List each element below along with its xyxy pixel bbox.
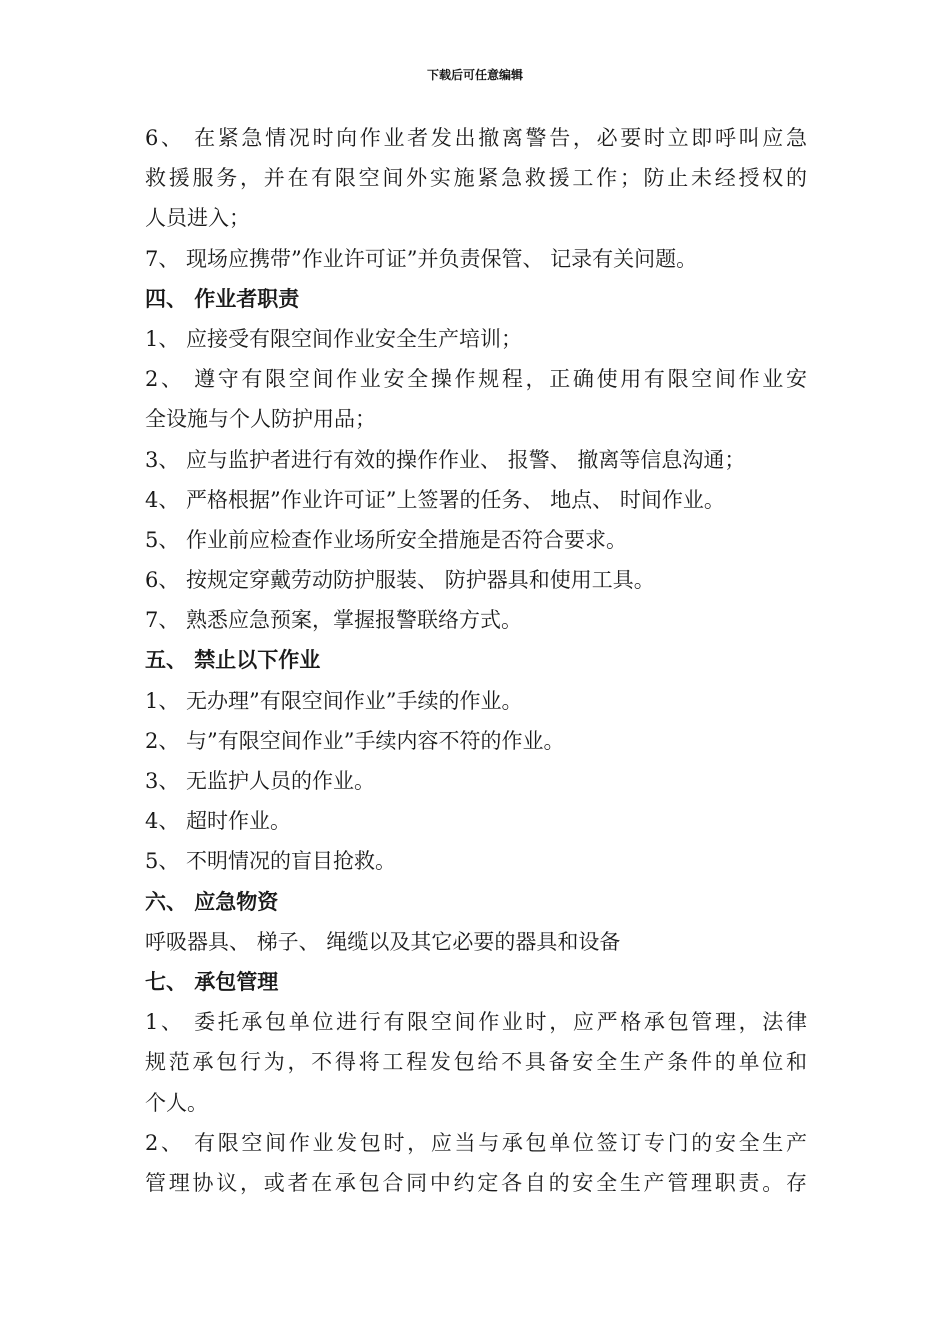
text-line: 7、 熟悉应急预案，掌握报警联络方式。 [145,608,523,633]
text-line: 2、 遵守有限空间作业安全操作规程，正确使用有限空间作业安 [145,367,807,392]
text-line: 1、 委托承包单位进行有限空间作业时，应严格承包管理，法律 [145,1010,807,1035]
document-body [145,118,807,1203]
text-line: 个人。 [145,1090,208,1115]
text-line: 1、 无办理”有限空间作业”手续的作业。 [145,688,523,713]
text-line: 2、 与”有限空间作业”手续内容不符的作业。 [145,728,565,753]
text-line: 呼吸器具、 梯子、 绳缆以及其它必要的器具和设备 [145,929,621,954]
section-heading: 七、 承包管理 [145,969,279,994]
text-line: 规范承包行为，不得将工程发包给不具备安全生产条件的单位和 [145,1050,807,1075]
text-line: 6、 按规定穿戴劳动防护服装、 防护器具和使用工具。 [145,568,655,593]
text-line: 7、 现场应携带”作业许可证”并负责保管、 记录有关问题。 [145,246,698,271]
text-line: 3、 应与监护者进行有效的操作作业、 报警、 撤离等信息沟通； [145,447,746,472]
text-line: 5、 不明情况的盲目抢救。 [145,849,397,874]
text-line: 4、 超时作业。 [145,809,292,834]
header-note: 下载后可任意编辑 [426,68,523,82]
text-line: 人员进入； [145,206,250,231]
text-line: 1、 应接受有限空间作业安全生产培训； [145,326,523,351]
text-line: 全设施与个人防护用品； [145,407,376,432]
text-line: 6、 在紧急情况时向作业者发出撤离警告，必要时立即呼叫应急 [145,126,807,150]
section-heading: 六、 应急物资 [145,889,279,914]
text-line: 3、 无监护人员的作业。 [145,769,376,793]
section-heading: 四、 作业者职责 [145,286,300,311]
text-line: 管理协议，或者在承包合同中约定各自的安全生产管理职责。存 [145,1170,807,1195]
text-line: 2、 有限空间作业发包时，应当与承包单位签订专门的安全生产 [145,1130,807,1155]
text-line: 5、 作业前应检查作业场所安全措施是否符合要求。 [145,527,628,552]
text-line: 救援服务，并在有限空间外实施紧急救援工作；防止未经授权的 [145,166,807,191]
section-heading: 五、 禁止以下作业 [145,648,321,673]
text-line: 4、 严格根据”作业许可证”上签署的任务、 地点、 时间作业。 [145,487,725,512]
